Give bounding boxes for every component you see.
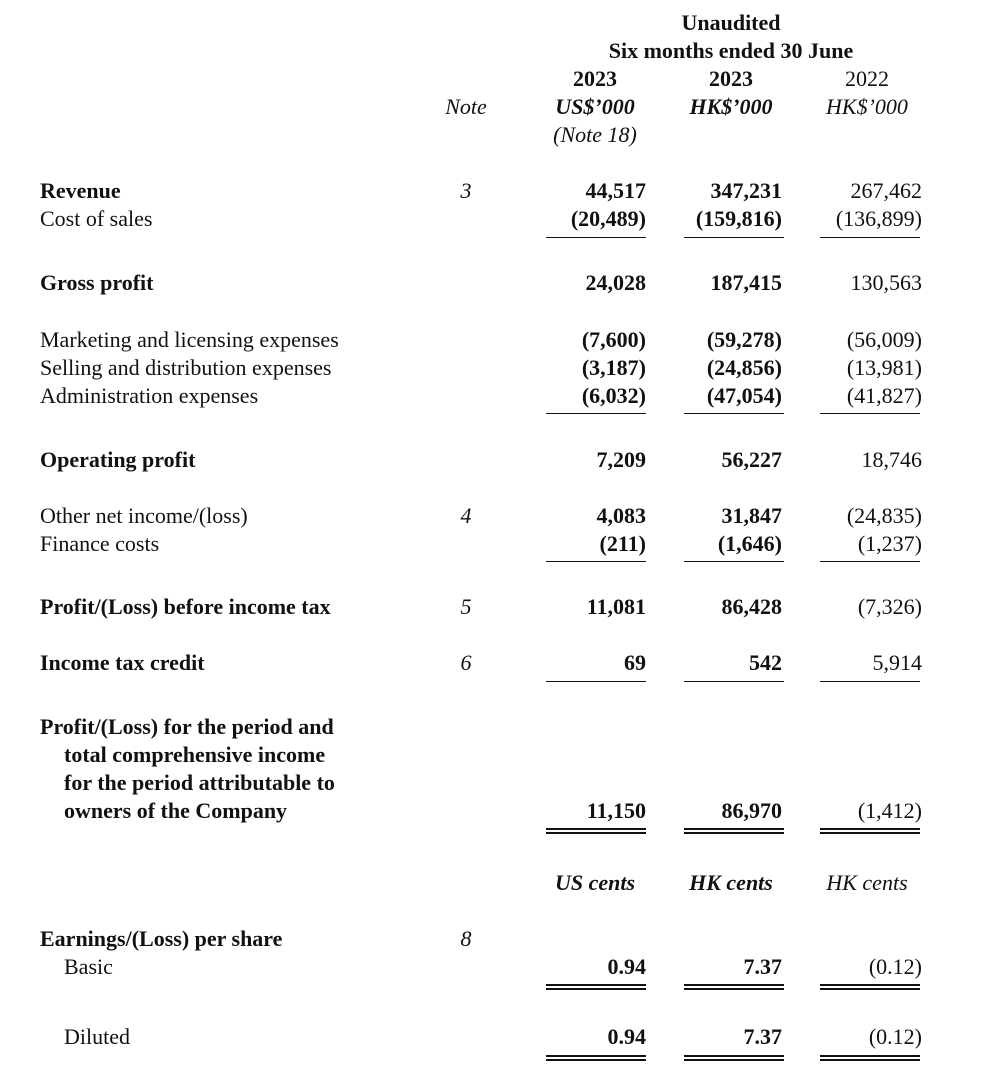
selling-usd-2023: (3,187) bbox=[581, 355, 646, 380]
revenue-hkd-2023: 347,231 bbox=[710, 178, 782, 203]
profit-period-label: total comprehensive income bbox=[64, 742, 326, 767]
pbt-label: Profit/(Loss) before income tax bbox=[40, 594, 331, 619]
header-col1-year: 2023 bbox=[573, 66, 617, 91]
revenue-note: 3 bbox=[460, 178, 472, 203]
total-double-rule bbox=[820, 828, 920, 834]
header-col3-currency: HK$’000 bbox=[826, 94, 908, 119]
selling-hkd-2023: (24,856) bbox=[706, 355, 782, 380]
tax-note: 6 bbox=[460, 650, 472, 675]
marketing-label: Marketing and licensing expenses bbox=[40, 327, 339, 352]
operating-profit-hkd-2022: 18,746 bbox=[861, 447, 922, 472]
profit-period-label: owners of the Company bbox=[64, 798, 288, 823]
tax-hkd-2023: 542 bbox=[749, 650, 782, 675]
finance-costs-usd-2023: (211) bbox=[599, 531, 646, 556]
header-note-label: Note bbox=[445, 94, 487, 119]
diluted-hkd-2022: (0.12) bbox=[868, 1024, 922, 1049]
total-double-rule bbox=[820, 984, 920, 990]
profit-period-hkd-2022: (1,412) bbox=[857, 798, 922, 823]
pbt-usd-2023: 11,081 bbox=[586, 594, 646, 619]
total-double-rule bbox=[546, 828, 646, 834]
diluted-usd-2023: 0.94 bbox=[607, 1024, 646, 1049]
cost-of-sales-hkd-2023: (159,816) bbox=[695, 206, 782, 231]
other-income-hkd-2023: 31,847 bbox=[721, 503, 782, 528]
tax-label: Income tax credit bbox=[40, 650, 205, 675]
subtotal-rule bbox=[546, 561, 646, 562]
subtotal-rule bbox=[684, 561, 784, 562]
cost-of-sales-usd-2023: (20,489) bbox=[570, 206, 646, 231]
subtotal-rule bbox=[820, 413, 920, 414]
other-income-note: 4 bbox=[460, 503, 472, 528]
header-period: Six months ended 30 June bbox=[608, 38, 854, 63]
admin-label: Administration expenses bbox=[40, 383, 259, 408]
profit-period-label: for the period attributable to bbox=[64, 770, 335, 795]
subtotal-rule bbox=[684, 237, 784, 238]
admin-hkd-2023: (47,054) bbox=[706, 383, 782, 408]
pbt-note: 5 bbox=[460, 594, 472, 619]
cents-col2: HK cents bbox=[689, 870, 773, 895]
profit-period-usd-2023: 11,150 bbox=[586, 798, 646, 823]
admin-hkd-2022: (41,827) bbox=[846, 383, 922, 408]
header-unaudited: Unaudited bbox=[681, 10, 781, 35]
subtotal-rule bbox=[684, 413, 784, 414]
gross-profit-hkd-2022: 130,563 bbox=[850, 270, 922, 295]
admin-usd-2023: (6,032) bbox=[581, 383, 646, 408]
cents-col1: US cents bbox=[554, 870, 636, 895]
marketing-hkd-2023: (59,278) bbox=[706, 327, 782, 352]
subtotal-rule bbox=[546, 413, 646, 414]
header-col2-year: 2023 bbox=[709, 66, 753, 91]
header-col1-currency: US$’000 bbox=[555, 94, 635, 119]
eps-label: Earnings/(Loss) per share bbox=[40, 926, 283, 951]
tax-usd-2023: 69 bbox=[624, 650, 646, 675]
cost-of-sales-hkd-2022: (136,899) bbox=[835, 206, 922, 231]
header-col3-year: 2022 bbox=[845, 66, 889, 91]
subtotal-rule bbox=[684, 681, 784, 682]
gross-profit-hkd-2023: 187,415 bbox=[710, 270, 782, 295]
operating-profit-hkd-2023: 56,227 bbox=[721, 447, 782, 472]
basic-hkd-2022: (0.12) bbox=[868, 954, 922, 979]
pbt-hkd-2023: 86,428 bbox=[721, 594, 782, 619]
subtotal-rule bbox=[546, 237, 646, 238]
marketing-usd-2023: (7,600) bbox=[581, 327, 646, 352]
basic-label: Basic bbox=[64, 954, 113, 979]
pbt-hkd-2022: (7,326) bbox=[857, 594, 922, 619]
eps-note: 8 bbox=[460, 926, 472, 951]
header-col1-note: (Note 18) bbox=[553, 122, 637, 147]
operating-profit-label: Operating profit bbox=[40, 447, 196, 472]
basic-hkd-2023: 7.37 bbox=[743, 954, 782, 979]
finance-costs-label: Finance costs bbox=[40, 531, 160, 556]
cents-col3: HK cents bbox=[826, 870, 908, 895]
total-double-rule bbox=[684, 984, 784, 990]
selling-hkd-2022: (13,981) bbox=[846, 355, 922, 380]
finance-costs-hkd-2023: (1,646) bbox=[717, 531, 782, 556]
total-double-rule bbox=[820, 1055, 920, 1061]
revenue-label: Revenue bbox=[40, 178, 121, 203]
total-double-rule bbox=[546, 1055, 646, 1061]
cost-of-sales-label: Cost of sales bbox=[40, 206, 153, 231]
marketing-hkd-2022: (56,009) bbox=[846, 327, 922, 352]
selling-label: Selling and distribution expenses bbox=[40, 355, 332, 380]
diluted-label: Diluted bbox=[64, 1024, 130, 1049]
total-double-rule bbox=[684, 828, 784, 834]
header-col2-currency: HK$’000 bbox=[689, 94, 773, 119]
other-income-label: Other net income/(loss) bbox=[40, 503, 248, 528]
finance-costs-hkd-2022: (1,237) bbox=[857, 531, 922, 556]
total-double-rule bbox=[684, 1055, 784, 1061]
revenue-usd-2023: 44,517 bbox=[585, 178, 646, 203]
profit-period-hkd-2023: 86,970 bbox=[721, 798, 782, 823]
total-double-rule bbox=[546, 984, 646, 990]
subtotal-rule bbox=[820, 237, 920, 238]
revenue-hkd-2022: 267,462 bbox=[850, 178, 922, 203]
diluted-hkd-2023: 7.37 bbox=[743, 1024, 782, 1049]
other-income-hkd-2022: (24,835) bbox=[846, 503, 922, 528]
tax-hkd-2022: 5,914 bbox=[872, 650, 922, 675]
other-income-usd-2023: 4,083 bbox=[596, 503, 646, 528]
gross-profit-label: Gross profit bbox=[40, 270, 154, 295]
subtotal-rule bbox=[546, 681, 646, 682]
subtotal-rule bbox=[820, 561, 920, 562]
basic-usd-2023: 0.94 bbox=[607, 954, 646, 979]
subtotal-rule bbox=[820, 681, 920, 682]
operating-profit-usd-2023: 7,209 bbox=[596, 447, 646, 472]
profit-period-label: Profit/(Loss) for the period and bbox=[40, 714, 334, 739]
gross-profit-usd-2023: 24,028 bbox=[585, 270, 646, 295]
